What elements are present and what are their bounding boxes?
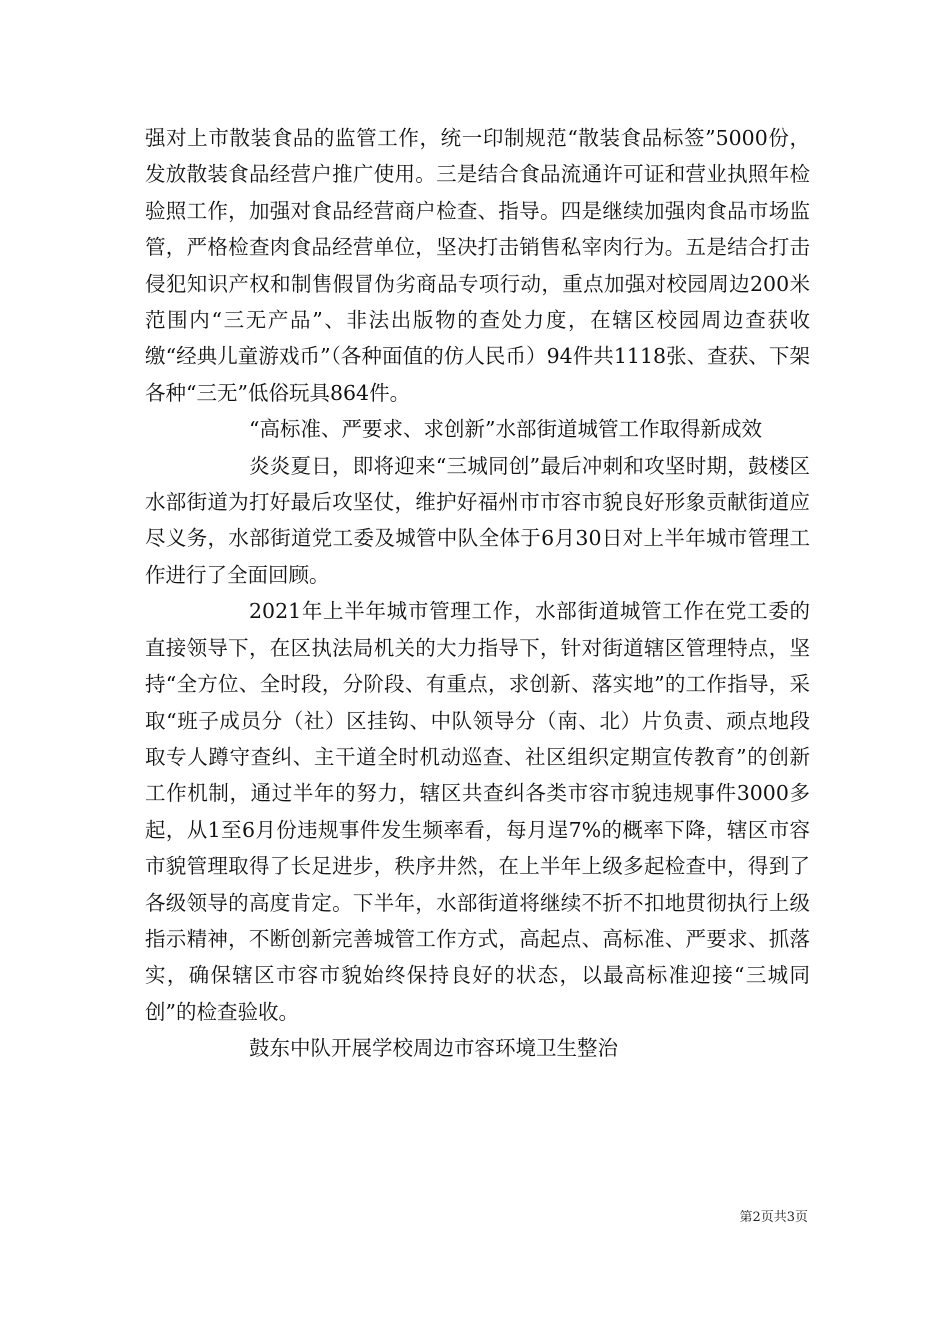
paragraph-food-supervision: 强对上市散装食品的监管工作，统一印制规范“散装食品标签”5000份，发放散装食品经营户推广使用。三是结合食品流通许可证和营业执照年检验照工作，加强对食品经营商户检查、指导。四是继续加强肉食品市场监管，严格检查肉食品经营单位，坚决打击销售私宰肉行为。五是结合打击侵犯知识产权和制售假冒伪劣商品专项行动，重点加强对校园周边200米范围内“三无产品”、非法出版物的查处力度，在辖区校园周边查获收缴“经典儿童游戏币”（各种面值的仿人民币）94件共1118张、查获、下架各种“三无”低俗玩具864件。 [145, 126, 810, 405]
paragraph-summer-review: 炎炎夏日，即将迎来“三城同创”最后冲刺和攻坚时期，鼓楼区水部街道为打好最后攻坚仗，维护好福州市市容市貌良好形象贡献街道应尽义务，水部街道党工委及城管中队全体于6月30日对上半年城市管理工作进行了全面回顾。 [145, 453, 810, 587]
document-body [145, 120, 810, 1067]
section-heading-shuibu: “高标准、严要求、求创新”水部街道城管工作取得新成效 [249, 417, 762, 442]
section-heading-gudong: 鼓东中队开展学校周边市容环境卫生整治 [249, 1036, 618, 1061]
paragraph-first-half-2021: 2021年上半年城市管理工作，水部街道城管工作在党工委的直接领导下，在区执法局机关的大力指导下，针对街道辖区管理特点，坚持“全方位、全时段，分阶段、有重点，求创新、落实地”的工作指导，采取“班子成员分（社）区挂钩、中队领导分（南、北）片负责、顽点地段取专人蹲守查纠、主干道全时机动巡查、社区组织定期宣传教育”的创新工作机制，通过半年的努力，辖区共查纠各类市容市貌违规事件3000多起，从1至6月份违规事件发生频率看，每月逞7%的概率下降，辖区市容市貌管理取得了长足进步，秩序井然，在上半年上级多起检查中，得到了各级领导的高度肯定。下半年，水部街道将继续不折不扣地贯彻执行上级指示精神，不断创新完善城管工作方式，高起点、高标准、严要求、抓落实，确保辖区市容市貌始终保持良好的状态，以最高标准迎接“三城同创”的检查验收。 [145, 599, 810, 1024]
page-number-footer: 第2页共3页 [739, 1210, 808, 1225]
